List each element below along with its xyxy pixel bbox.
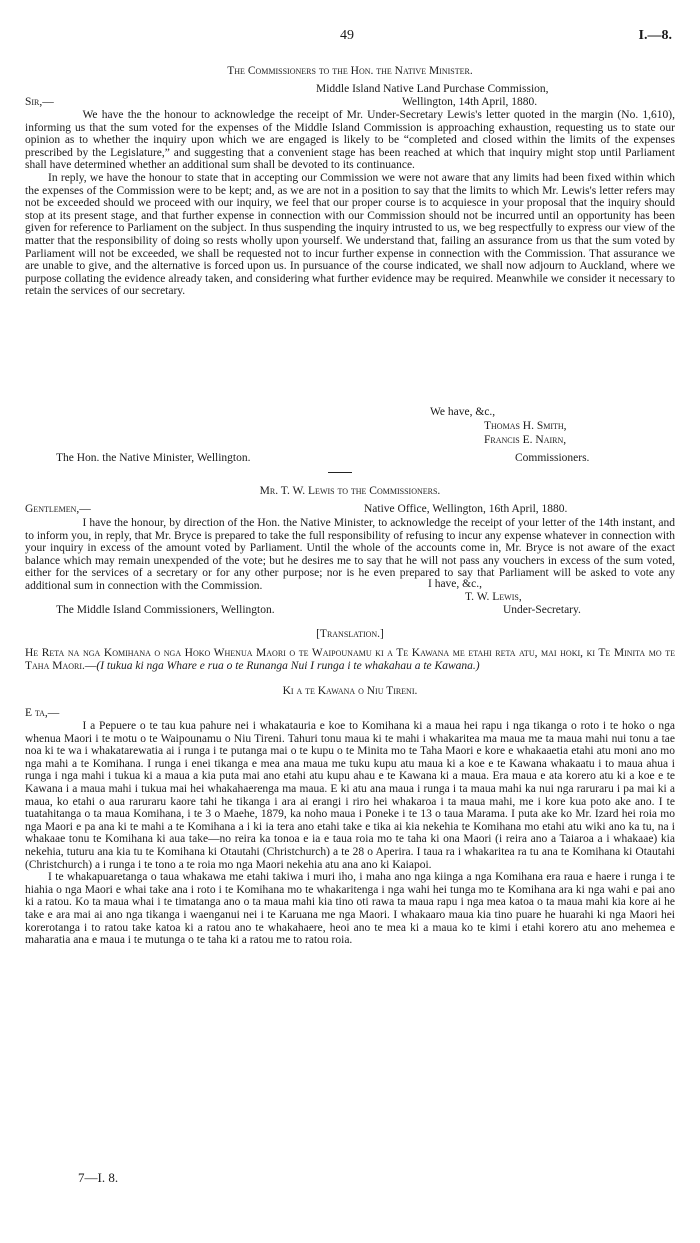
letter2-origin-date: Native Office, Wellington, 16th April, 1880. [364, 503, 568, 515]
letter1-body [25, 109, 675, 298]
letter1-paragraph-2: In reply, we have the honour to state that in accepting our Commission we were not aware that any limits had been fixed within which the expenses of the Commission were to be kept; and, as we are not in a position to say that the limits to which Mr. Lewis's letter refers may not be exceeded should we proceed with our inquiry, we feel that our proper course is to acquiesce in your proposal that the inquiry should stop at its present stage, and that further expense in connection with our Commission should not be incurred until an opportunity has been given for reference to Parliament on the subject. In thus suspending the inquiry intrusted to us, we beg respectfully to express our view of the matter that the responsibility of doing so rests wholly upon yourself. We understand that, failing an assurance from us that the sum voted by Parliament will not be exceeded, we shall be requested not to incur further expense in connection with the Commission. That assurance we are unable to give, and the alternative is forced upon us. In pursuance of the course indicated, we shall now adjourn to Auckland, where we purpose collating the evidence already taken, and considering what further evidence may be required. Meanwhile we consider it necessary to retain the services of our secretary. [25, 171, 675, 298]
letter1-date: Wellington, 14th April, 1880. [402, 96, 538, 108]
parliamentary-reference: I.—8. [638, 28, 672, 43]
footer-signature-mark: 7—I. 8. [78, 1170, 119, 1185]
translation-title-note: (I tukua ki nga Whare e rua o te Runanga Nui I runga i te whakahau a te Kawana.) [96, 659, 480, 672]
letter1-closing: We have, &c., [430, 406, 496, 418]
translation-body [25, 720, 675, 947]
letter2-heading: Mr. T. W. Lewis to the Commissioners. [259, 485, 441, 497]
letter1-origin: Middle Island Native Land Purchase Commission, [316, 83, 549, 95]
page-number: 49 [340, 28, 354, 43]
letter1-salutation: Sir,— [25, 96, 54, 108]
letter1-addressee: The Hon. the Native Minister, Wellington. [56, 452, 251, 464]
letter2-paragraph: I have the honour, by direction of the Hon. the Native Minister, to acknowledge the receipt of your letter of the 14th instant, and to inform you, in reply, that Mr. Bryce is prepared to take the full responsibility of refusing to incur any expense whatever in connection with your inquiry in excess of the amount voted by Parliament. Until the whole of the accounts come in, Mr. Bryce is not aware of the exact balance which may remain unexpended of the vote; but he desires me to say that he will not pass any vouchers in excess of the sum voted, either for the services of a secretary or for any other purpose; nor is he even prepared to say that Parliament will be asked to vote any additional sum in connection with the Commission. [25, 517, 675, 592]
letter2-salutation: Gentlemen,— [25, 503, 91, 515]
letter2-addressee: The Middle Island Commissioners, Wellington. [56, 604, 275, 616]
translation-paragraph-2: I te whakapuaretanga o taua whakawa me etahi takiwa i muri iho, i maha ano nga kiinga a nga Komihana era raua e haere i runga i te hiahia o nga Maori e whai take ana i roto i te Komihana mo te whakaritenga i nga wahi hei tunga mo te Komihana ara ki nga wahi e pai ano ki a ratou. Ko ta maua whai i te timatanga ano o ta maua mahi kia tino oti rawa ta maua rapu i nga mea katoa o ta maua mahi kia kore ai he take e ara mai ai ano nga tikanga i waenganui nei i te Karuana me nga Maori. I whakaaro maua kia tino puare he huarahi ki nga Maori hei korerotanga i to ratou take katoa ki a ratou ano te whakahaere, heoi ano te mea ki a maua ko te kimi i etahi korero atu ano mehemea e maharatia ana e maua i te mutunga o te taha ki a ratou me to ratou roia. [25, 871, 675, 947]
page-header [0, 28, 700, 48]
translation-title-text: He Reta na nga Komihana o nga Hoko Whenua Maori o te Waipounamu ki a Te Kawana me etahi reta atu, mai hoki, ki Te Minita mo te Taha Maori.— [25, 647, 675, 672]
letter1-signatory-title: Commissioners. [515, 452, 590, 464]
translation-title [25, 647, 675, 672]
translation-paragraph-1: I a Pepuere o te tau kua pahure nei i whakatauria e koe to Komihana ki a maua hei rapu i nga tikanga o roto i te hoko o nga whenua Maori i te motu o te Waipounamu o Niu Tireni. Tahuri tonu maua ki te mahi i whakaritea ma maua me ta maua mahi nui tonu a tae noa ki te wa i whakatarewatia ai i runga i te putanga mai o te kupu o te Minita mo te Taha Maori e kore e whakaaetia etahi atu moni ano mo nga mahi a te Komihana. I runga i enei tikanga e mea ana maua me tuku kupu atu maua ki a koe e te Kawana whakaatu i to maua ahua i runga i nga mahi i tukua ki a maua a kia puta mai ano etahi atu kupu ahau e te Kawana ki a maua. Era maua e ata korero atu ki a koe e te Kawana i a maua mahi i tukua mai hei whakahaerenga ma maua. E ki atu ana maua i runga i ta maua mahi ka nui nga raruraru i pa mai ki a maua, ko etahi o aua raruraru kaore tahi he tikanga i ara ai erangi i riro hei whakaroa i ta maua mahi, me i kore kua poto ake ano. I te tuatahitanga o ta maua Komihana, i te 3 o Maehe, 1879, ka noho maua i Poneke i te 13 o taua Marama. I puta ake ko Mr. Izard hei roia mo nga Maori e pa ana ki te mahi a te Komihana a i ki ia tera ano etahi take e tika ai kia nekehia te Komihana mo etahi atu wiki ano ka tu, na i whakaae tonu te Komihana ki aua take—no reira ka tonoa e ia e taua roia mo te taha ki ona Maori (i reira ano a Taiaroa a i whakaae) kia nekehia, tuturu ana kia tu te Komihana ki Otautahi (Christchurch) a te 28 o Aperira. I taua ra i whakaritea ra tu ana te Komihana ki Otautahi (Christchurch) a i runga i te tono a te roia mo nga Maori nekehia atu ana ano ki Kaiapoi. [25, 720, 675, 871]
letter2-closing: I have, &c., [428, 578, 482, 590]
letter1-signatory-1: Thomas H. Smith, [484, 420, 567, 432]
letter1-heading: The Commissioners to the Hon. the Native Minister. [227, 65, 473, 77]
translation-addressed-to: Ki a te Kawana o Niu Tireni. [282, 685, 418, 697]
translation-salutation: E ta,— [25, 707, 60, 719]
letter2-body [25, 517, 675, 593]
letter2-signatory-title: Under-Secretary. [503, 604, 581, 616]
letter2-signatory: T. W. Lewis, [465, 591, 522, 603]
letter1-signatory-2: Francis E. Nairn, [484, 434, 567, 446]
translation-label: [Translation.] [316, 628, 384, 640]
section-divider [328, 472, 352, 473]
letter1-paragraph-1: We have the the honour to acknowledge the receipt of Mr. Under-Secretary Lewis's letter quoted in the margin (No. 1,610), informing us that the sum voted for the expenses of the Middle Island Commission is approaching exhaustion, requesting us to state our opinion as to whether the inquiry upon which we are engaged is likely to be “completed and closed within the limits of the expenses prescribed by the Legislature,” and suggesting that a convenient stage has been reached at which that inquiry might stop until Parliament shall have determined whether an additional sum shall be devoted to its continuance. [25, 109, 675, 172]
